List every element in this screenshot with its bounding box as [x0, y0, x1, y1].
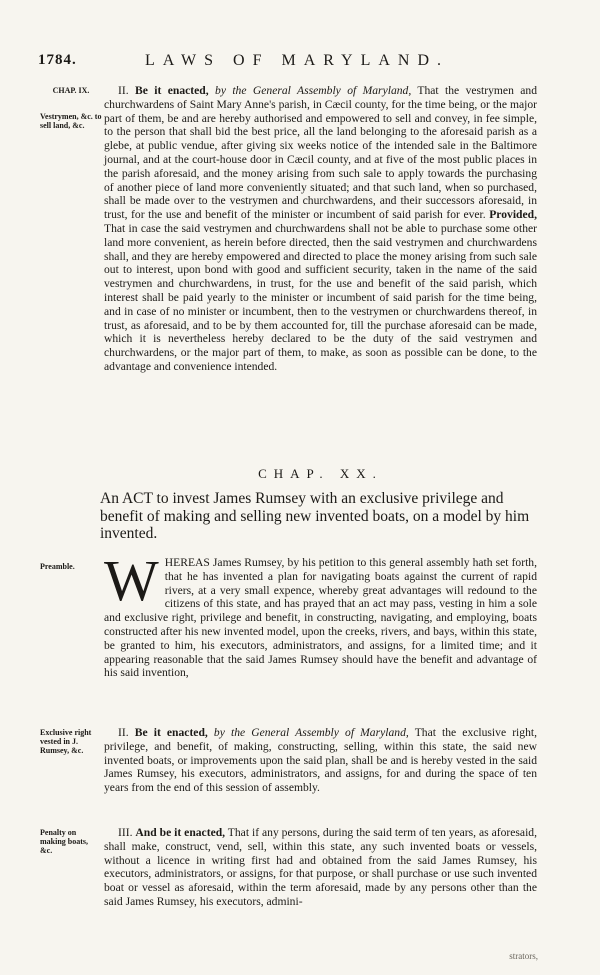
drop-cap: W	[104, 548, 159, 613]
enacting-words: Be it enacted,	[134, 726, 208, 739]
section-text: That if any persons, during the said term of ten years, as aforesaid, shall make, construct, vend, sell, within this state, any such invented boats or vessels, without a licence in writing first had and obtained from the said James Rumsey, his executors, administrators, or assigns, for that purpose, or shall purchase or use such invented boat or vessel as aforesaid, within the term aforesaid, made by any persons other than the said James Rumsey, his executors, admini-	[104, 826, 537, 908]
year: 1784.	[38, 52, 77, 68]
section-text: That the exclusive right, privilege, and benefit, of making, constructing, selling, within this state, the said new invented boats, or improvements upon the said plan, shall be and is hereby vested in the said James Rumsey, his executors, administrators, and assigns, for and during the space of ten years from the end of this session of assembly.	[104, 726, 537, 795]
enacting-authority: by the General Assembly of Maryland,	[213, 726, 409, 739]
page-header	[38, 52, 556, 72]
catchword: strators,	[509, 951, 538, 961]
preamble	[104, 548, 537, 680]
enacting-authority: by the General Assembly of Maryland,	[215, 84, 412, 97]
margin-note-penalty: Penalty on making boats, &c.	[40, 828, 89, 855]
section-xx-3	[104, 826, 537, 909]
section-number: II.	[118, 84, 129, 97]
margin-note-vestrymen: Vestrymen, &c. to sell land, &c.	[40, 112, 102, 130]
section-ix-2	[104, 84, 537, 374]
margin-note-exclusive: Exclusive right vested in J. Rumsey, &c.	[40, 728, 92, 755]
section-text: That the vestrymen and churchwardens of Saint Mary Anne's parish, in Cæcil county, for the time being, or the major part of them, be and are hereby authorised and empowered to sell and convey, in fee simple, to the person that shall bid the best price, all the land belonging to the aforesaid parish as a glebe, at public vendue, after giving six weeks notice of the intended sale in the Baltimore journal, and at the court-house door in Cæcil county, and at five of the most public places in the parish aforesaid, and the money arising from such sale to apply towards the purchasing of another piece of land more conveniently situated; and that such land, when so purchased, shall be made over to the vestrymen and churchwardens, and their successors aforesaid, in trust, for the use and benefit of the minister or incumbent of said parish for ever.	[104, 84, 537, 222]
margin-note-chap9: CHAP. IX.	[52, 86, 90, 95]
margin-note-preamble: Preamble.	[40, 562, 75, 571]
act-title: An ACT to invest James Rumsey with an exclusive privilege and benefit of making and selling new invented boats, on a model by him invented.	[100, 490, 530, 542]
section-text: That in case the said vestrymen and churchwardens shall not be able to purchase some other land more convenient, as herein before directed, then the said vestrymen and churchwardens shall, and they are hereby empowered and directed to place the money arising from such sale out to interest, upon bond with good and sufficient security, taken in the name of the said vestrymen and churchwardens, in trust, for the use and benefit of the said parish, which interest shall be paid yearly to the minister or incumbent of said parish for the time being, and in case of no minister or incumbent, then to the vestrymen or churchwardens thereof, in trust, as aforesaid, and to be by them accounted for, till the purchase aforesaid can be made, which it is nevertheless hereby declared to be the duty of the said vestrymen and churchwardens, or the major part of them, to make, as soon as possible can be done, to the advantage and convenience intended.	[104, 221, 537, 373]
enacting-words: And be it enacted,	[135, 826, 226, 839]
proviso-word: Provided,	[489, 208, 537, 222]
enacting-words: Be it enacted,	[135, 84, 209, 97]
running-title: LAWS OF MARYLAND.	[144, 52, 450, 69]
preamble-text: HEREAS James Rumsey, by his petition to this general assembly hath set forth, that he has invented a plan for navigating boats against the current of rapid rivers, at a very small expence, whereby great advantages will redound to the citizens of this state, and has prayed that an act may pass, vesting in him a sole and exclusive right, privilege and benefit, in constructing, navigating, and employing, boats constructed after his new invented model, upon the creeks, rivers, and bays, within this state, be granted to him, his executors, administrators, and assigns, for a limited time; and it appearing reasonable that the said James Rumsey should have the benefit and advantage of his said invention,	[104, 556, 537, 680]
section-number: II.	[118, 726, 129, 739]
section-number: III.	[118, 826, 133, 839]
chapter-heading: CHAP. XX.	[258, 466, 383, 481]
section-xx-2	[104, 726, 537, 795]
